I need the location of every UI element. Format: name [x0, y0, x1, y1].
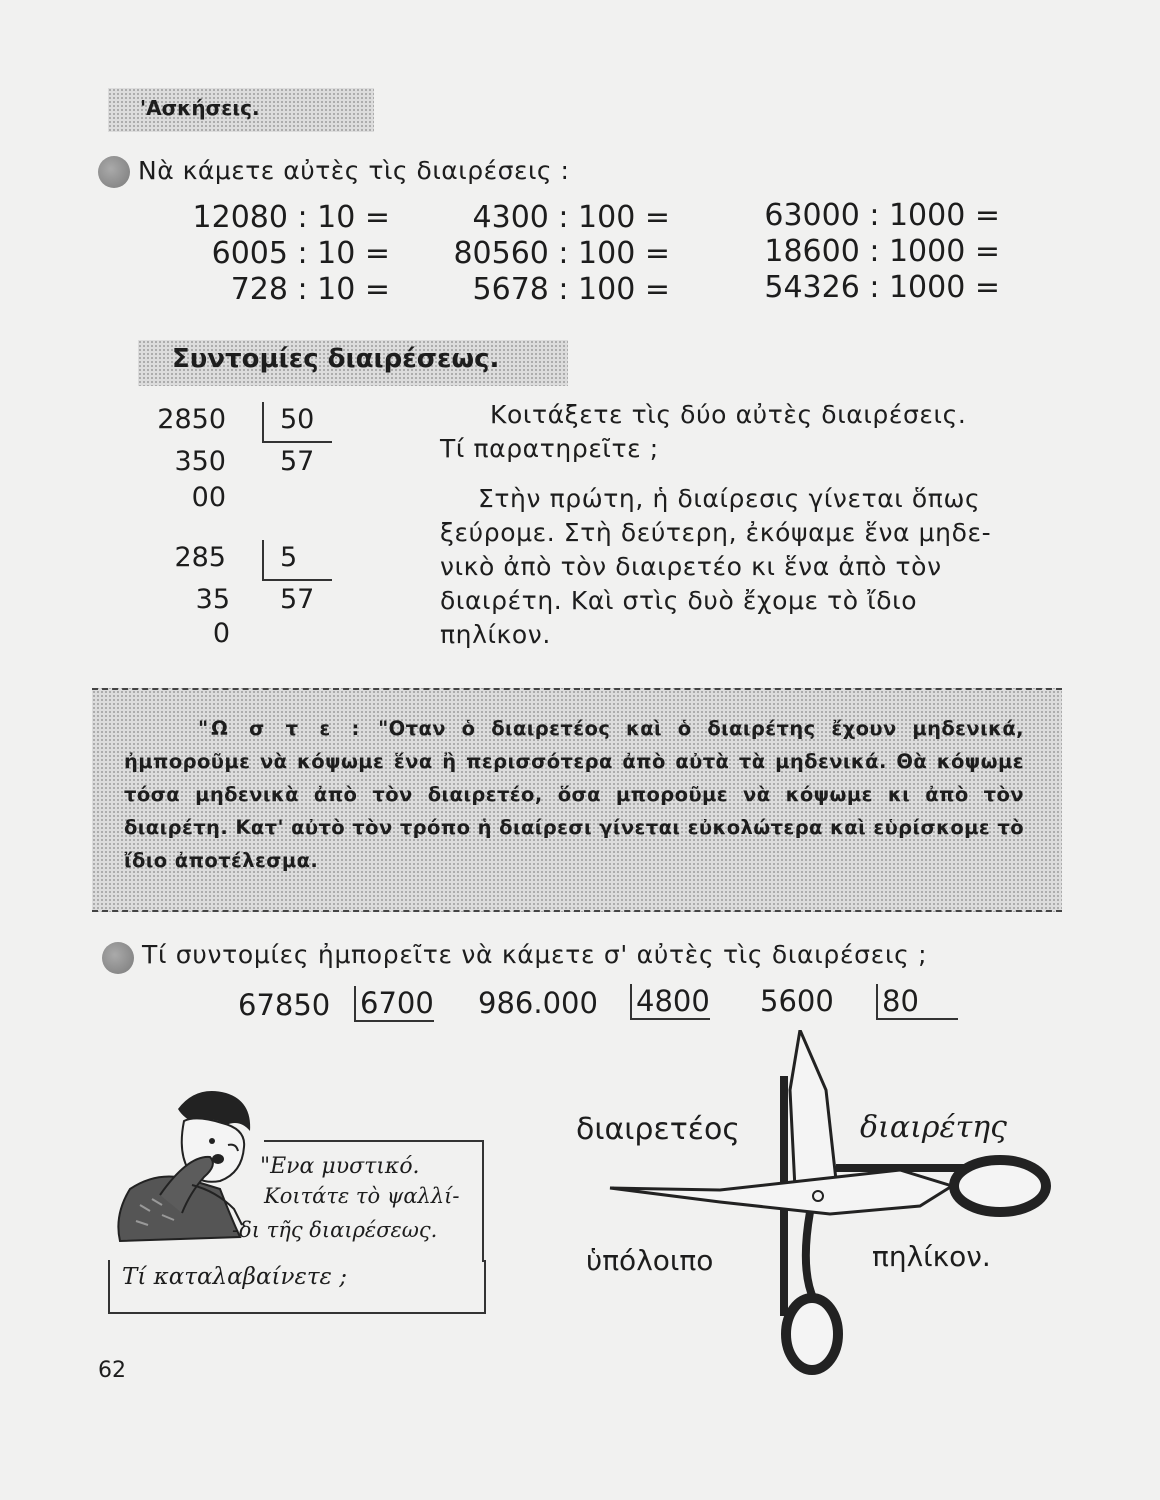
bullet-icon [98, 156, 130, 188]
scissors-lower-arm [806, 1212, 814, 1300]
bullet-icon [102, 942, 134, 974]
secret-line-1: "Ενα μυστικό. [260, 1154, 420, 1179]
div1-bracket [262, 402, 264, 442]
scissors-remainder-label: ὑπόλοιπο [586, 1244, 714, 1277]
exercise-col-1 [150, 200, 390, 308]
explanation-line: διαιρέτη. Καὶ στὶς δυὸ ἔχομε τὸ ἴδιο [440, 586, 918, 615]
div2-partial: 35 [195, 584, 230, 615]
exercise-col-2 [410, 200, 670, 308]
div2-quotient: 57 [280, 584, 315, 615]
explanation-line: Τί παρατηρεῖτε ; [440, 434, 659, 463]
scissors-bottom-handle [786, 1298, 838, 1370]
problem-3-divisor: 80 [876, 984, 958, 1020]
div1-divisor: 50 [280, 404, 315, 435]
explanation-paragraph-2 [440, 482, 1060, 652]
secret-line-2: Κοιτάτε τὸ ψαλλί- [264, 1184, 460, 1208]
div1-quotient: 57 [280, 446, 315, 477]
exercise-col-3 [700, 198, 1000, 306]
scissors-illustration [600, 1030, 1060, 1380]
exercise-item: 4300 : 100 = [472, 200, 670, 235]
explanation-line: πηλίκον. [440, 620, 551, 649]
explanation-line: Κοιτάξετε τὶς δύο αὐτὲς διαιρέσεις. [490, 400, 967, 429]
div1-dividend: 2850 [157, 404, 226, 435]
scissors-quotient-label: πηλίκον. [872, 1240, 991, 1273]
problem-3-dividend: 5600 [760, 984, 834, 1018]
exercise-item: 18600 : 1000 = [764, 234, 1000, 269]
exercises-heading: 'Ασκήσεις. [140, 96, 260, 120]
exercise-item: 5678 : 100 = [472, 272, 670, 307]
problem-2-dividend: 986.000 [478, 986, 598, 1020]
exercise-item: 54326 : 1000 = [764, 270, 1000, 305]
exercise-item: 12080 : 10 = [192, 200, 390, 235]
rule-text-block [124, 712, 1024, 877]
scissors-dividend-label: διαιρετέος [576, 1112, 740, 1147]
rule-text: "Οταν ὁ διαιρετέος καὶ ὁ διαιρέτης ἔχουν μηδενικά, ἠμποροῦμε νὰ κόψωμε ἕνα ἢ περισσότερα ἀπὸ αὐτὰ τὰ μηδενικά. Θὰ κόψωμε τόσα μηδενικὰ ἀπὸ τὸν διαιρετέο, ὅσα μποροῦμε νὰ κόψωμε κι ἀπὸ τὸν διαιρέτη. Κατ' αὐτὸ τὸν τρόπο ἡ διαίρεσι γίνεται εὐκολώτερα καὶ εὑρίσκομε τὸ ἴδιο ἀποτέλεσμα. [124, 717, 1024, 872]
problem-1-dividend: 67850 [238, 988, 331, 1022]
question-text: Τί συντομίες ἠμπορεῖτε νὰ κάμετε σ' αὐτὲς τὶς διαιρέσεις ; [142, 940, 928, 969]
exercise-item: 728 : 10 = [230, 272, 390, 307]
exercise-instruction: Νὰ κάμετε αὐτὲς τὶς διαιρέσεις : [138, 156, 570, 185]
scissors-right-handle [954, 1160, 1046, 1212]
secret-note [108, 1140, 488, 1320]
rule-lead: "Ω σ τ ε : [198, 717, 363, 740]
problem-2-divisor: 4800 [630, 984, 710, 1020]
explanation-paragraph-1 [440, 398, 1060, 466]
div1-partial: 350 [174, 446, 226, 477]
exercise-item: 63000 : 1000 = [764, 198, 1000, 233]
div1-bracket-bar [262, 441, 332, 443]
secret-line-4: Τί καταλαβαίνετε ; [122, 1264, 347, 1290]
secret-line-3: -δι τῆς διαιρέσεως. [232, 1218, 438, 1242]
shortcuts-heading: Συντομίες διαιρέσεως. [172, 344, 500, 374]
div2-remainder: 0 [212, 618, 230, 649]
problem-1-divisor: 6700 [354, 986, 434, 1022]
explanation-line: Στὴν πρώτη, ἡ διαίρεσις γίνεται ὅπως [478, 484, 981, 513]
page-number: 62 [98, 1358, 126, 1383]
scissors-divisor-label: διαιρέτης [860, 1110, 1007, 1145]
exercise-item: 6005 : 10 = [211, 236, 390, 271]
explanation-line: ξεύρομε. Στὴ δεύτερη, ἐκόψαμε ἕνα μηδε- [440, 518, 992, 547]
div2-dividend: 285 [174, 542, 226, 573]
div1-remainder: 00 [191, 482, 226, 513]
div2-divisor: 5 [280, 542, 298, 573]
exercise-item: 80560 : 100 = [453, 236, 670, 271]
explanation-line: νικὸ ἀπὸ τὸν διαιρετέο κι ἕνα ἀπὸ τὸν [440, 552, 942, 581]
div2-bracket [262, 540, 264, 580]
div2-bracket-bar [262, 579, 332, 581]
